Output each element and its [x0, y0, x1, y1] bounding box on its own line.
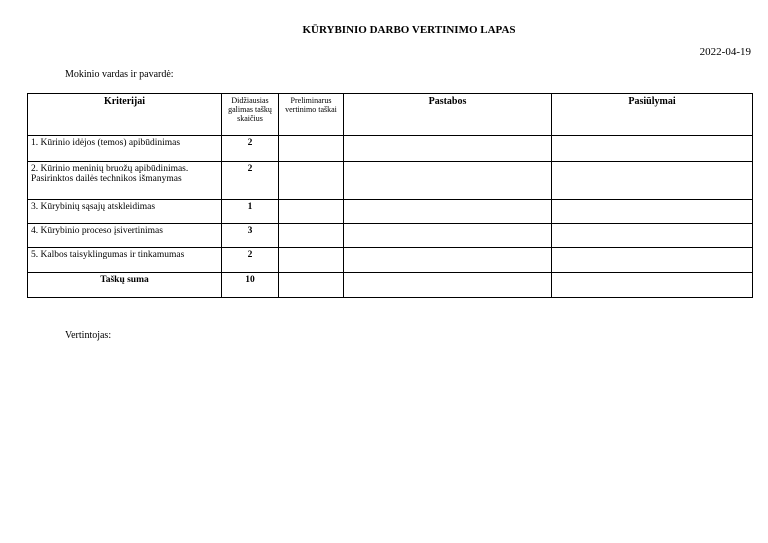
notes-cell[interactable]	[344, 136, 552, 162]
max-points-cell: 2	[222, 248, 279, 273]
suggestions-cell[interactable]	[552, 273, 753, 298]
preliminary-cell[interactable]	[279, 224, 344, 248]
header-criteria: Kriterijai	[28, 94, 222, 136]
preliminary-cell[interactable]	[279, 248, 344, 273]
table-header-row	[28, 94, 753, 136]
suggestions-cell[interactable]	[552, 136, 753, 162]
notes-cell[interactable]	[344, 248, 552, 273]
header-max-points: Didžiausias galimas taškų skaičius	[222, 94, 279, 136]
preliminary-cell[interactable]	[279, 136, 344, 162]
header-preliminary: Preliminarus vertinimo taškai	[279, 94, 344, 136]
suggestions-cell[interactable]	[552, 200, 753, 224]
max-points-cell: 1	[222, 200, 279, 224]
preliminary-cell[interactable]	[279, 162, 344, 200]
student-name-label: Mokinio vardas ir pavardė:	[65, 69, 174, 80]
preliminary-total-cell[interactable]	[279, 273, 344, 298]
total-label: Taškų suma	[28, 273, 222, 298]
evaluation-table	[27, 93, 753, 298]
notes-cell[interactable]	[344, 273, 552, 298]
notes-cell[interactable]	[344, 224, 552, 248]
criterion-cell: 3. Kūrybinių sąsajų atskleidimas	[28, 200, 222, 224]
table-row	[28, 200, 753, 224]
criterion-cell: 4. Kūrybinio proceso įsivertinimas	[28, 224, 222, 248]
criterion-cell: 1. Kūrinio idėjos (temos) apibūdinimas	[28, 136, 222, 162]
max-points-cell: 2	[222, 136, 279, 162]
total-points: 10	[222, 273, 279, 298]
criterion-cell: 5. Kalbos taisyklingumas ir tinkamumas	[28, 248, 222, 273]
header-suggestions: Pasiūlymai	[552, 94, 753, 136]
suggestions-cell[interactable]	[552, 224, 753, 248]
max-points-cell: 2	[222, 162, 279, 200]
document-date: 2022-04-19	[699, 46, 751, 58]
table-row	[28, 136, 753, 162]
evaluator-label: Vertintojas:	[65, 330, 112, 341]
notes-cell[interactable]	[344, 200, 552, 224]
criterion-cell: 2. Kūrinio meninių bruožų apibūdinimas. Pasirinktos dailės technikos išmanymas	[28, 162, 222, 200]
preliminary-cell[interactable]	[279, 200, 344, 224]
suggestions-cell[interactable]	[552, 162, 753, 200]
table-row	[28, 248, 753, 273]
total-row	[28, 273, 753, 298]
document-title: KŪRYBINIO DARBO VERTINIMO LAPAS	[302, 24, 516, 36]
notes-cell[interactable]	[344, 162, 552, 200]
table-row	[28, 162, 753, 200]
table-row	[28, 224, 753, 248]
suggestions-cell[interactable]	[552, 248, 753, 273]
max-points-cell: 3	[222, 224, 279, 248]
header-notes: Pastabos	[344, 94, 552, 136]
